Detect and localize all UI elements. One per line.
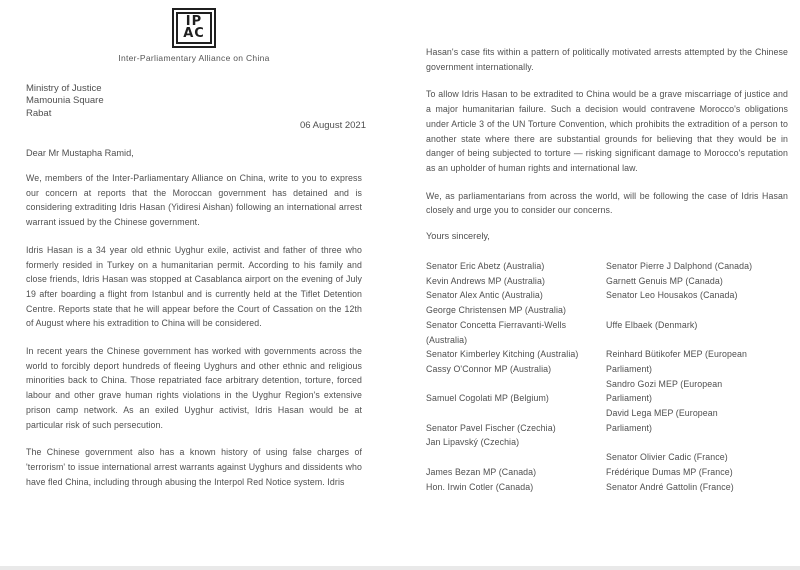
signatory-group-european-parliament (606, 347, 764, 435)
page-bottom-edge (0, 566, 800, 570)
closing: Yours sincerely, (426, 231, 490, 242)
salutation: Dear Mr Mustapha Ramid, (26, 148, 134, 158)
signatory-column-left (426, 259, 606, 494)
signatory: Senator André Gattolin (France) (606, 481, 734, 492)
logo-text-top: IP (185, 14, 203, 29)
signatory: Cassy O'Connor MP (Australia) (426, 363, 552, 374)
paragraph: Idris Hasan is a 34 year old ethnic Uyghur exile, activist and father of three who formerly resided in Turkey on a humanitarian permit. According to his family and close friends, Idris Hasan was stopped at Casablanca airport on the evening of July 19 after boarding a flight from Istanbul and is currently held at the Tiflet Detention Centre. Reports state that he will appear before the Court of Cassation on the 12th of August where his extradition to China will be considered. (26, 244, 362, 329)
signatory: Senator Alex Antic (Australia) (426, 290, 543, 301)
signatory: Reinhard Bütikofer MEP (European Parliament) (606, 349, 747, 374)
letter-left-column (26, 148, 362, 502)
ipac-logo-icon (172, 8, 216, 48)
signatory: Senator Pavel Fischer (Czechia) (426, 422, 556, 433)
signatory: James Bezan MP (Canada) (426, 466, 537, 477)
paragraph: In recent years the Chinese government has worked with governments across the world to forcibly deport hundreds of fleeing Uyghurs and other ethnic and religious minorities back to China. Those repatriated face arbitrary detention, torture, forced labour and other grave human rights violations in the Uyghur Region's extensive prison camp network. As an exiled Uyghur activist, Idris Hasan would be at particular risk of such persecution. (26, 346, 362, 430)
recipient-line: Mamounia Square (26, 95, 104, 107)
signatory: Frédérique Dumas MP (France) (606, 466, 733, 477)
signatory: Senator Pierre J Dalphond (Canada) (606, 261, 753, 272)
signatory-group-france (606, 450, 764, 494)
signatory-group-canada-a (426, 465, 601, 494)
signatory: Jan Lipavský (Czechia) (426, 437, 520, 448)
logo-text-bottom: AC (183, 25, 205, 41)
signatory-column-right (606, 259, 764, 494)
signatory-group-canada-b (606, 259, 764, 303)
signatory-group-denmark (606, 318, 764, 333)
signatory: David Lega MEP (European Parliament) (606, 408, 718, 433)
signatory: Uffe Elbaek (Denmark) (606, 319, 698, 330)
recipient-line: Rabat (26, 107, 52, 119)
paragraph: Hasan's case fits within a pattern of politically motivated arrests attempted by the Chinese government internationally. (426, 47, 788, 72)
signatory-list (426, 259, 788, 494)
signatory: George Christensen MP (Australia) (426, 305, 567, 316)
recipient-address (26, 83, 104, 120)
signatory: Senator Kimberley Kitching (Australia) (426, 349, 579, 360)
recipient-line: Ministry of Justice (26, 83, 102, 94)
signatory: Senator Eric Abetz (Australia) (426, 261, 545, 272)
signatory: Sandro Gozi MEP (European Parliament) (606, 378, 723, 404)
letterhead (26, 8, 362, 63)
paragraph: We, members of the Inter-Parliamentary Alliance on China, write to you to express our concern at reports that the Moroccan government has detained and is considering extraditing Idris Hasan (Yidiresi Aishan) following an international arrest warrant issued by the Chinese government. (26, 173, 362, 228)
signatory: Garnett Genuis MP (Canada) (606, 275, 723, 286)
signatory: Samuel Cogolati MP (Belgium) (426, 393, 549, 404)
signatory: Senator Leo Housakos (Canada) (606, 290, 738, 301)
signatory-group-australia (426, 259, 601, 377)
paragraph: To allow Idris Hasan to be extradited to China would be a grave miscarriage of justice and a major humanitarian failure. Such a decision would contravene Morocco's obligations under Article 3 of the UN Torture Convention, which prohibits the extradition of a person to another state where there are substantial grounds for believing that they would be in danger of being subjected to torture — risking significant damage to Morocco's reputation as an upholder of human rights and international law. (426, 89, 788, 173)
ipac-logo-inner (176, 12, 212, 44)
organization-name: Inter-Parliamentary Alliance on China (118, 53, 270, 63)
signatory: Senator Concetta Fierravanti-Wells (Australia) (426, 319, 567, 345)
letter-date: 06 August 2021 (299, 120, 366, 131)
paragraph: The Chinese government also has a known history of using false charges of 'terrorism' to issue international arrest warrants against Uyghurs and dissidents who have fled China, including through abusing the Interpol Red Notice system. Idris (26, 447, 362, 487)
signatory-group-czechia (426, 421, 601, 450)
signatory: Hon. Irwin Cotler (Canada) (426, 481, 534, 492)
letter-right-column (426, 45, 788, 494)
signatory: Senator Olivier Cadic (France) (606, 452, 728, 463)
paragraph: We, as parliamentarians from across the world, will be following the case of Idris Hasan closely and urge you to consider our concerns. (426, 190, 788, 216)
signatory: Kevin Andrews MP (Australia) (426, 275, 545, 286)
signatory-group-belgium (426, 391, 601, 406)
